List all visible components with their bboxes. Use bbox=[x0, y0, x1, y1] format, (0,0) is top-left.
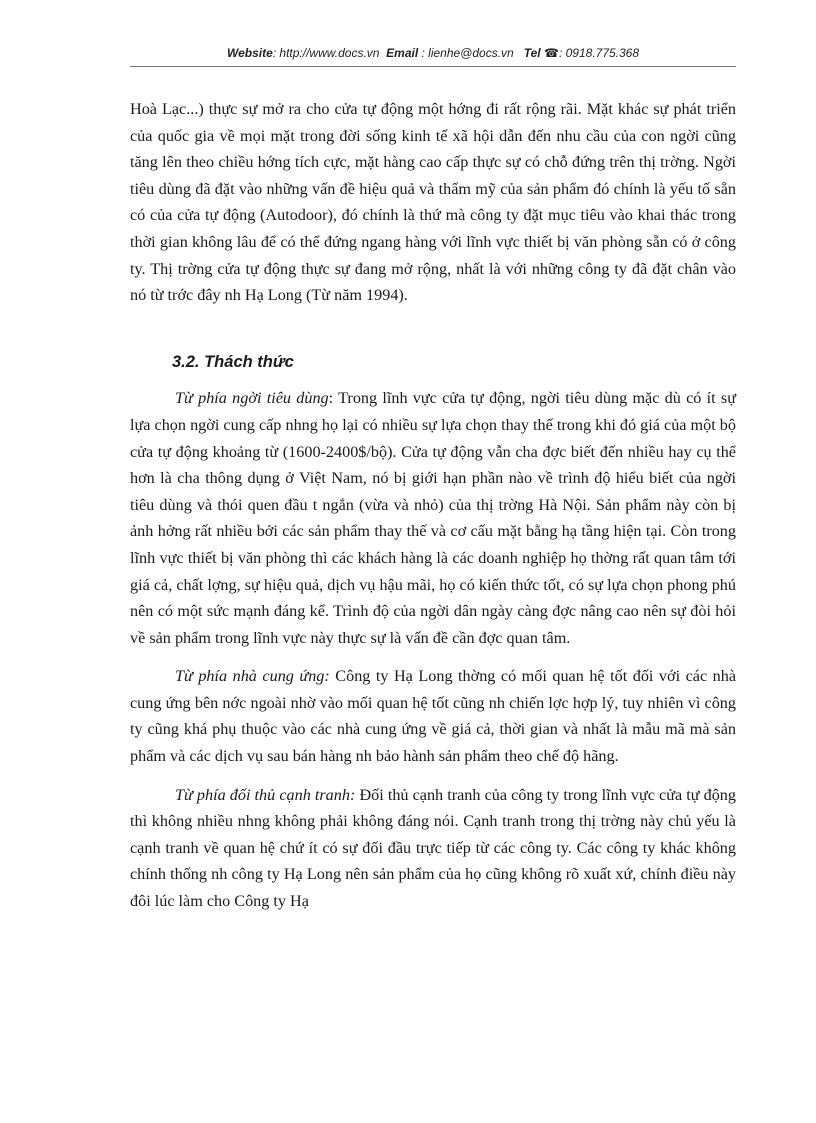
paragraph-lead: Từ phía đối thủ cạnh tranh: bbox=[175, 785, 356, 804]
tel-value: : 0918.775.368 bbox=[558, 46, 640, 60]
paragraph-lead: Từ phía ngời tiêu dùng bbox=[175, 389, 329, 408]
document-body bbox=[130, 96, 736, 915]
paragraph-intro: Hoà Lạc...) thực sự mở ra cho cửa tự động một hớng đi rất rộng rãi. Mặt khác sự phát triển của quốc gia về mọi mặt trong đời sống kinh tế xã hội dẫn đến nhu cầu của con ngời cũng tăng lên theo chiều hớng tích cực, mặt hàng cao cấp thực sự có chỗ đứng trên thị trờng. Ngời tiêu dùng đã đặt vào những vấn đề hiệu quả và thẩm mỹ của sản phẩm đó chính là yếu tố sẵn có của cửa tự động (Autodoor), đó chính là thứ mà công ty đặt mục tiêu vào khai thác trong thời gian không lâu để có thể đứng ngang hàng với lĩnh vực thiết bị văn phòng sẵn có ở công ty. Thị trờng cửa tự động thực sự đang mở rộng, nhất là với những công ty đã đặt chân vào nó từ trớc đây nh Hạ Long (Từ năm 1994). bbox=[130, 100, 736, 305]
paragraph-competitors bbox=[130, 782, 736, 915]
email-link[interactable]: : lienhe@docs.vn bbox=[418, 46, 514, 60]
tel-label: Tel bbox=[523, 46, 541, 60]
phone-icon: ☎ bbox=[544, 46, 559, 60]
paragraph-suppliers bbox=[130, 663, 736, 769]
paragraph-lead: Từ phía nhà cung ứng: bbox=[175, 667, 330, 686]
website-link[interactable]: : http://www.docs.vn bbox=[272, 46, 380, 60]
paragraph-text: : Trong lĩnh vực cửa tự động, ngời tiêu dùng mặc dù có ít sự lựa chọn ngời cung cấp nhng họ lại có nhiều sự lựa chọn thay thế trong khi đó giá của một bộ cửa tự động khoảng từ (1600-2400$/bộ). Cửa tự động vẫn cha đợc biết đến nhiều hay cụ thể hơn là cha thông dụng ở Việt Nam, nó bị giới hạn phần nào về trình độ hiểu biết của ngời tiêu dùng và thói quen đầu t ngắn (vừa và nhỏ) của thị trờng Hà Nội. Sản phẩm này còn bị ảnh hởng rất nhiều bởi các sản phẩm thay thế và cơ cấu mặt bằng hạ tầng hiện tại. Còn trong lĩnh vực thiết bị văn phòng thì các khách hàng là các doanh nghiệp họ thờng rất quan tâm tới giá cả, chất lợng, sự hiệu quả, dịch vụ hậu mãi, họ có kiến thức tốt, có sự lựa chọn phong phú nên có một sức mạnh đáng kể. Trình độ của ngời dân ngày càng đợc nâng cao nên sự đòi hỏi về sản phẩm trong lĩnh vực này thực sự là vấn đề cần đợc quan tâm. bbox=[130, 389, 736, 647]
email-label: Email bbox=[386, 46, 419, 60]
paragraph-text: Công ty Hạ Long thờng có mối quan hệ tốt đối với các nhà cung ứng bên nớc ngoài nhờ vào mối quan hệ tốt cũng nh chiến lợc hợp lý, tuy nhiên vì công ty cũng khá phụ thuộc vào các nhà cung ứng về giá cả, thời gian và nhất là mẫu mã mà sản phẩm và các dịch vụ sau bán hàng nh bảo hành sản phẩm theo chế độ hãng. bbox=[130, 667, 737, 766]
page-header bbox=[130, 46, 736, 67]
section-title: 3.2. Thách thức bbox=[172, 352, 294, 371]
paragraph-consumers bbox=[130, 385, 736, 651]
website-label: Website bbox=[226, 46, 273, 60]
paragraph-text: Đối thủ cạnh tranh của công ty trong lĩnh vực cửa tự động thì không nhiều nhng không phải không đáng nói. Cạnh tranh trong thị trờng này chủ yếu là cạnh tranh về quan hệ chứ ít có sự đối đầu trực tiếp từ các công ty. Các công ty khác không chính thống nh công ty Hạ Long nên sản phẩm của họ cũng không rõ xuất xứ, chính điều này đôi lúc làm cho Công ty Hạ bbox=[130, 785, 736, 911]
